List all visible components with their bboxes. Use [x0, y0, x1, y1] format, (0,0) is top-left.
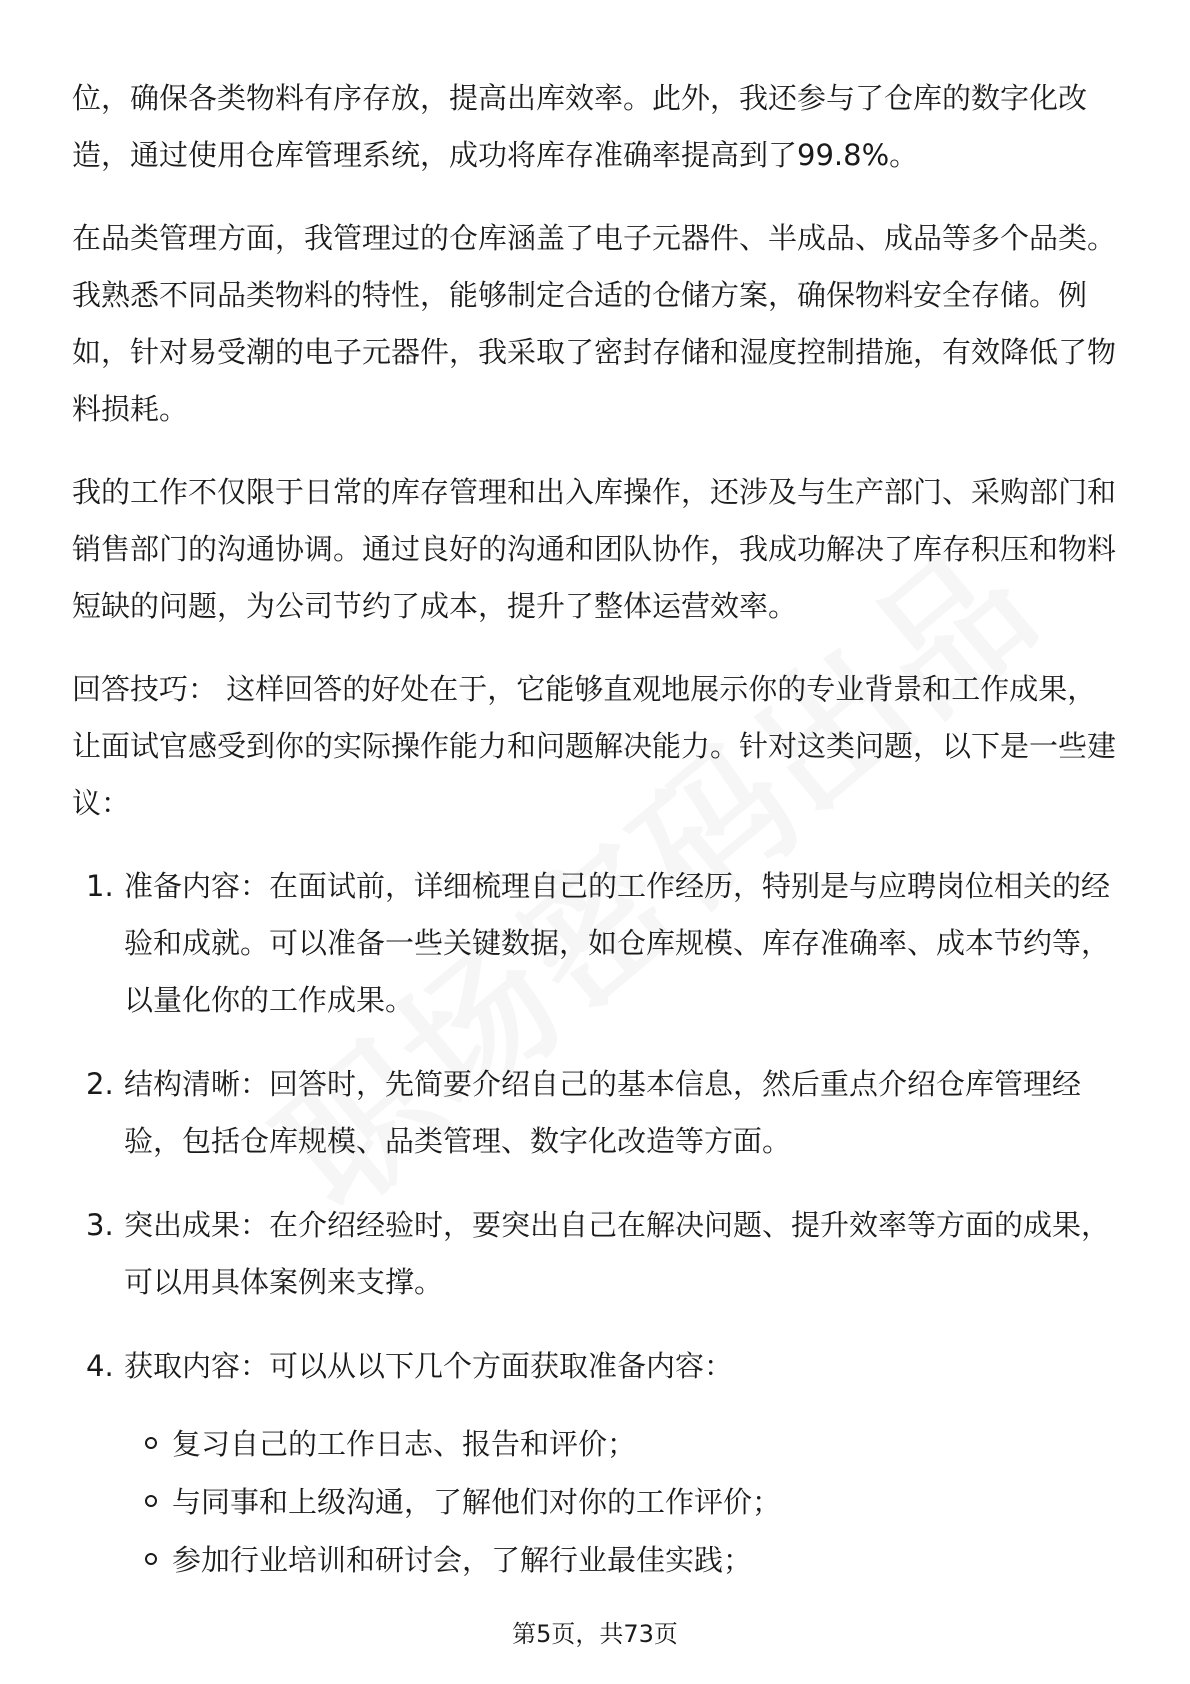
paragraph-tips: 回答技巧： 这样回答的好处在于，它能够直观地展示你的专业背景和工作成果，让面试官感受到你的实际操作能力和问题解决能力。针对这类问题，以下是一些建议：	[72, 672, 1117, 820]
page-content	[72, 70, 1122, 1616]
list-item-text: 结构清晰：回答时，先简要介绍自己的基本信息，然后重点介绍仓库管理经验，包括仓库规模、品类管理、数字化改造等方面。	[124, 1067, 1082, 1158]
sub-list	[124, 1415, 1122, 1589]
sub-list-item	[124, 1473, 1122, 1531]
list-number: 3.	[86, 1208, 114, 1242]
list-item	[72, 1197, 1122, 1311]
list-item-text: 准备内容：在面试前，详细梳理自己的工作经历，特别是与应聘岗位相关的经验和成就。可以准备一些关键数据，如仓库规模、库存准确率、成本节约等，以量化你的工作成果。	[124, 869, 1111, 1017]
page-number-footer: 第5页，共73页	[512, 1620, 678, 1648]
list-item-text: 突出成果：在介绍经验时，要突出自己在解决问题、提升效率等方面的成果，可以用具体案例来支撑。	[124, 1208, 1111, 1299]
circle-bullet-icon	[145, 1437, 157, 1449]
circle-bullet-icon	[145, 1495, 157, 1507]
paragraph-2: 在品类管理方面，我管理过的仓库涵盖了电子元器件、半成品、成品等多个品类。我熟悉不同品类物料的特性，能够制定合适的仓储方案，确保物料安全存储。例如，针对易受潮的电子元器件，我采取了密封存储和湿度控制措施，有效降低了物料损耗。	[72, 221, 1117, 426]
suggestion-list	[72, 858, 1122, 1589]
paragraph-1: 位，确保各类物料有序存放，提高出库效率。此外，我还参与了仓库的数字化改造，通过使用仓库管理系统，成功将库存准确率提高到了99.8%。	[72, 81, 1088, 172]
list-number: 4.	[86, 1349, 114, 1383]
sub-list-item-text: 参加行业培训和研讨会，了解行业最佳实践；	[172, 1543, 753, 1577]
sub-list-item	[124, 1415, 1122, 1473]
paragraph-3: 我的工作不仅限于日常的库存管理和出入库操作，还涉及与生产部门、采购部门和销售部门的沟通协调。通过良好的沟通和团队协作，我成功解决了库存积压和物料短缺的问题，为公司节约了成本，提升了整体运营效率。	[72, 475, 1117, 623]
list-item	[72, 1056, 1122, 1170]
list-number: 1.	[86, 869, 114, 903]
sub-list-item-text: 复习自己的工作日志、报告和评价；	[172, 1427, 637, 1461]
list-item-text: 获取内容：可以从以下几个方面获取准备内容：	[124, 1349, 734, 1383]
sub-list-item-text: 与同事和上级沟通，了解他们对你的工作评价；	[172, 1485, 782, 1519]
list-item	[72, 858, 1122, 1029]
sub-list-item	[124, 1531, 1122, 1589]
circle-bullet-icon	[145, 1553, 157, 1565]
list-number: 2.	[86, 1067, 114, 1101]
list-item	[72, 1338, 1122, 1589]
